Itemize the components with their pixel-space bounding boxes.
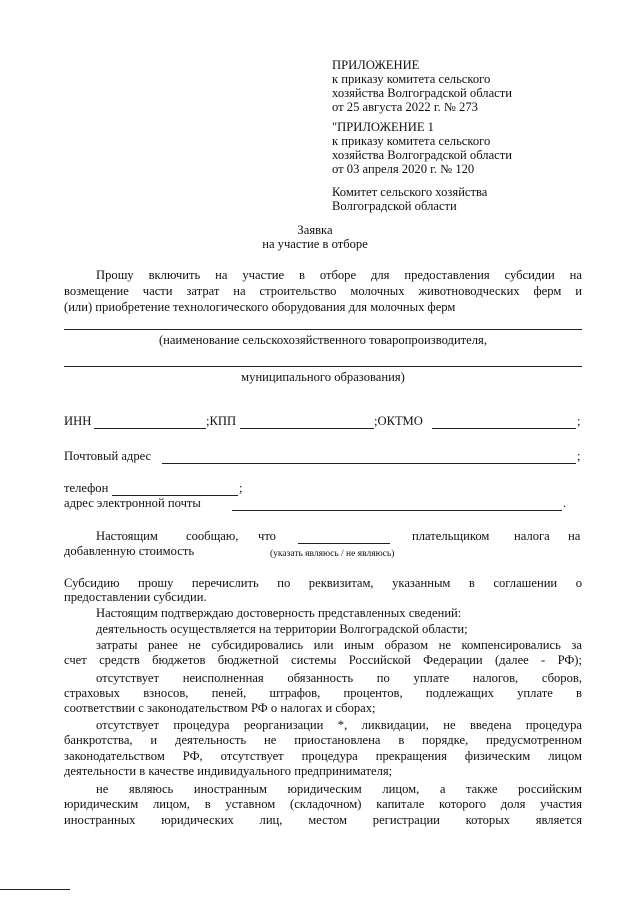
body-line: Настоящим подтверждаю достоверность представленных сведений: bbox=[96, 606, 462, 620]
annex-header bbox=[332, 58, 512, 114]
body-line: отсутствует процедура реорганизации *, ликвидации, не введена процедура bbox=[96, 718, 582, 732]
email-label: адрес электронной почты bbox=[64, 496, 201, 510]
annex-title: ПРИЛОЖЕНИЕ bbox=[332, 58, 420, 72]
body-line: страховых взносов, пеней, штрафов, процентов, подлежащих уплате в bbox=[64, 686, 582, 700]
email-field[interactable] bbox=[232, 510, 562, 511]
inn-label: ИНН bbox=[64, 414, 92, 428]
vat-word: налога bbox=[514, 529, 550, 543]
addressee-line: Комитет сельского хозяйства bbox=[332, 185, 488, 199]
postal-label: Почтовый адрес bbox=[64, 449, 152, 463]
oktmo-label: ;ОКТМО bbox=[374, 414, 423, 428]
annex1-line: к приказу комитета сельского bbox=[332, 134, 491, 148]
request-line: Прошу включить на участие в отборе для предоставления субсидии на bbox=[96, 268, 582, 282]
annex1-title: "ПРИЛОЖЕНИЕ 1 bbox=[332, 120, 434, 134]
request-line: (или) приобретение технологического оборудования для молочных ферм bbox=[64, 300, 456, 314]
body-line: затраты ранее не субсидировались или иным образом не компенсировались за bbox=[96, 638, 582, 652]
body-line: деятельность осуществляется на территории Волгоградской области; bbox=[96, 622, 468, 636]
vat-word: на bbox=[568, 529, 581, 543]
body-line: иностранных юридических лиц, местом регистрации которых является bbox=[64, 813, 582, 827]
producer-caption: (наименование сельскохозяйственного товаропроизводителя, bbox=[158, 333, 487, 347]
body-line: отсутствует неисполненная обязанность по уплате налогов, сборов, bbox=[96, 671, 582, 685]
doc-subtitle: на участие в отборе bbox=[262, 237, 368, 251]
doc-title: Заявка bbox=[297, 223, 333, 237]
vat-hint: (указать являюсь / не являюсь) bbox=[270, 549, 395, 559]
vat-word: сообщаю, bbox=[186, 529, 239, 543]
inn-row-end: ; bbox=[577, 414, 581, 428]
body-line: законодательством РФ, отсутствует процедура прекращения физическим лицом bbox=[64, 749, 582, 763]
vat-word: Настоящим bbox=[96, 529, 158, 543]
municipality-line[interactable] bbox=[64, 366, 582, 367]
kpp-label: ;КПП bbox=[206, 414, 237, 428]
vat-line2: добавленную стоимость bbox=[64, 544, 195, 558]
municipality-caption: муниципального образования) bbox=[241, 370, 405, 384]
body-line: юридическим лицом, в уставном (складочном) капитале которого доля участия bbox=[64, 797, 582, 811]
phone-label: телефон bbox=[64, 481, 109, 495]
email-row-end: . bbox=[563, 496, 567, 510]
body-line: не являюсь иностранным юридическим лицом, а также российским bbox=[96, 782, 582, 796]
annex1-order-date: от 03 апреля 2020 г. № 120 bbox=[332, 162, 475, 176]
body-line: банкротства, и деятельность не приостановлена в порядке, предусмотренном bbox=[64, 733, 582, 747]
vat-word: что bbox=[258, 529, 276, 543]
postal-row-end: ; bbox=[577, 449, 581, 463]
vat-word: плательщиком bbox=[412, 529, 490, 543]
footnote-separator bbox=[0, 889, 70, 890]
annex-line: к приказу комитета сельского bbox=[332, 72, 491, 86]
body-line: предоставлении субсидии. bbox=[64, 590, 207, 604]
annex1-header bbox=[332, 120, 512, 176]
annex-line: хозяйства Волгоградской области bbox=[332, 86, 513, 100]
body-line: деятельности в качестве индивидуального предпринимателя; bbox=[64, 764, 393, 778]
request-line: возмещение части затрат на строительство молочных животноводческих ферм и bbox=[64, 284, 582, 298]
producer-name-line[interactable] bbox=[64, 329, 582, 330]
kpp-field[interactable] bbox=[240, 428, 374, 429]
annex-order-date: от 25 августа 2022 г. № 273 bbox=[332, 100, 478, 114]
postal-address-field[interactable] bbox=[162, 463, 576, 464]
body-line: Субсидию прошу перечислить по реквизитам, указанным в соглашении о bbox=[64, 576, 582, 590]
addressee-line: Волгоградской области bbox=[332, 199, 457, 213]
addressee bbox=[332, 185, 487, 213]
phone-row-end: ; bbox=[239, 481, 243, 495]
annex1-line: хозяйства Волгоградской области bbox=[332, 148, 513, 162]
body-line: счет средств бюджетов бюджетной системы Российской Федерации (далее - РФ); bbox=[64, 653, 582, 667]
inn-field[interactable] bbox=[94, 428, 206, 429]
oktmo-field[interactable] bbox=[432, 428, 576, 429]
vat-status-field[interactable] bbox=[298, 543, 390, 544]
body-line: соответствии с законодательством РФ о налогах и сборах; bbox=[64, 701, 376, 715]
